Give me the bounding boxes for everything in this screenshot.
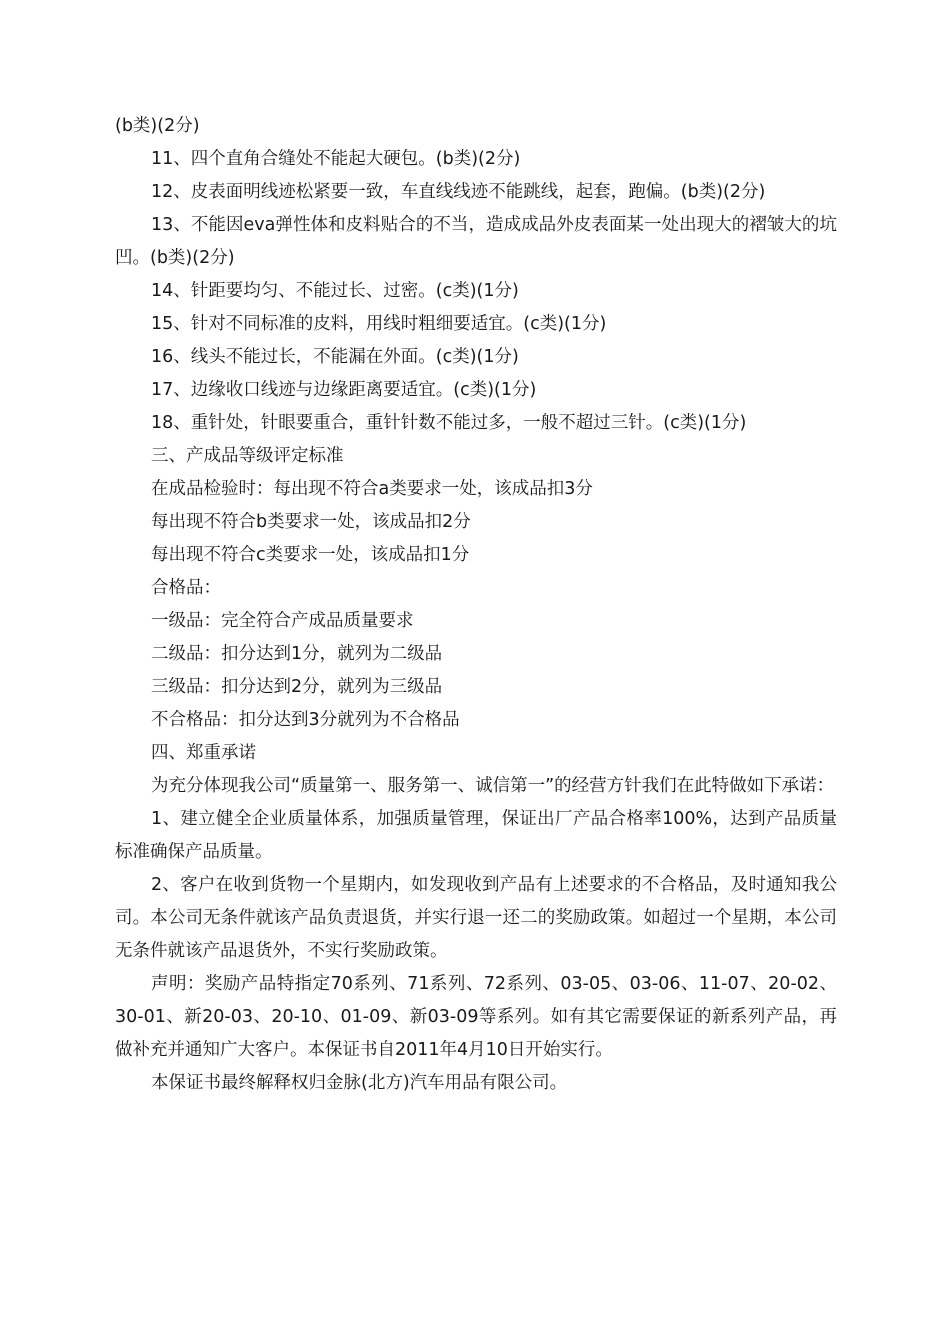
paragraph-qualified-heading: 合格品：: [151, 578, 221, 598]
paragraph-item-16: 16、线头不能过长，不能漏在外面。(c类)(1分): [151, 347, 519, 367]
paragraph-item-18: 18、重针处，针眼要重合，重针针数不能过多，一般不超过三针。(c类)(1分): [151, 413, 747, 433]
paragraph-grade-2: 二级品：扣分达到1分，就列为二级品: [151, 644, 443, 664]
paragraph-commitment-intro: 为充分体现我公司“质量第一、服务第一、诚信第一”的经营方针我们在此特做如下承诺：: [151, 776, 835, 796]
paragraph-declaration: 声明：奖励产品特指定70系列、71系列、72系列、03-05、03-06、11-07、20-02、30-01、新20-03、20-10、01-09、新03-09等系列。如有其它需要保证的新系列产品，再做补充并通知广大客户。本保证书自2011年4月10日开始实行。: [115, 974, 837, 1060]
paragraph-item-17: 17、边缘收口线迹与边缘距离要适宜。(c类)(1分): [151, 380, 537, 400]
paragraph-item-12: 12、皮表面明线迹松紧要一致，车直线线迹不能跳线，起套，跑偏。(b类)(2分): [151, 182, 766, 202]
paragraph-grade-1: 一级品：完全符合产成品质量要求: [151, 611, 414, 631]
paragraph-final-interpretation: 本保证书最终解释权归金脉(北方)汽车用品有限公司。: [151, 1073, 568, 1093]
paragraph-unqualified: 不合格品：扣分达到3分就列为不合格品: [151, 710, 460, 730]
document-body: [115, 110, 837, 1100]
paragraph-grading-b: 每出现不符合b类要求一处，该成品扣2分: [151, 512, 471, 532]
paragraph-commitment-2: 2、客户在收到货物一个星期内，如发现收到产品有上述要求的不合格品，及时通知我公司。本公司无条件就该产品负责退货，并实行退一还二的奖励政策。如超过一个星期，本公司无条件就该产品退货外，不实行奖励政策。: [115, 875, 837, 961]
paragraph-item-14: 14、针距要均匀、不能过长、过密。(c类)(1分): [151, 281, 519, 301]
section-heading-commitment: 四、郑重承诺: [151, 743, 256, 763]
paragraph-b-class-continuation: (b类)(2分): [115, 116, 200, 136]
paragraph-grading-c: 每出现不符合c类要求一处，该成品扣1分: [151, 545, 470, 565]
paragraph-item-11: 11、四个直角合缝处不能起大硬包。(b类)(2分): [151, 149, 521, 169]
paragraph-item-15: 15、针对不同标准的皮料，用线时粗细要适宜。(c类)(1分): [151, 314, 607, 334]
section-heading-grading: 三、产成品等级评定标准: [151, 446, 344, 466]
paragraph-commitment-1: 1、建立健全企业质量体系，加强质量管理，保证出厂产品合格率100%，达到产品质量标准确保产品质量。: [115, 809, 837, 862]
paragraph-item-13: 13、不能因eva弹性体和皮料贴合的不当，造成成品外皮表面某一处出现大的褶皱大的坑凹。(b类)(2分): [115, 215, 837, 268]
paragraph-grading-a: 在成品检验时：每出现不符合a类要求一处，该成品扣3分: [151, 479, 593, 499]
paragraph-grade-3: 三级品：扣分达到2分，就列为三级品: [151, 677, 443, 697]
